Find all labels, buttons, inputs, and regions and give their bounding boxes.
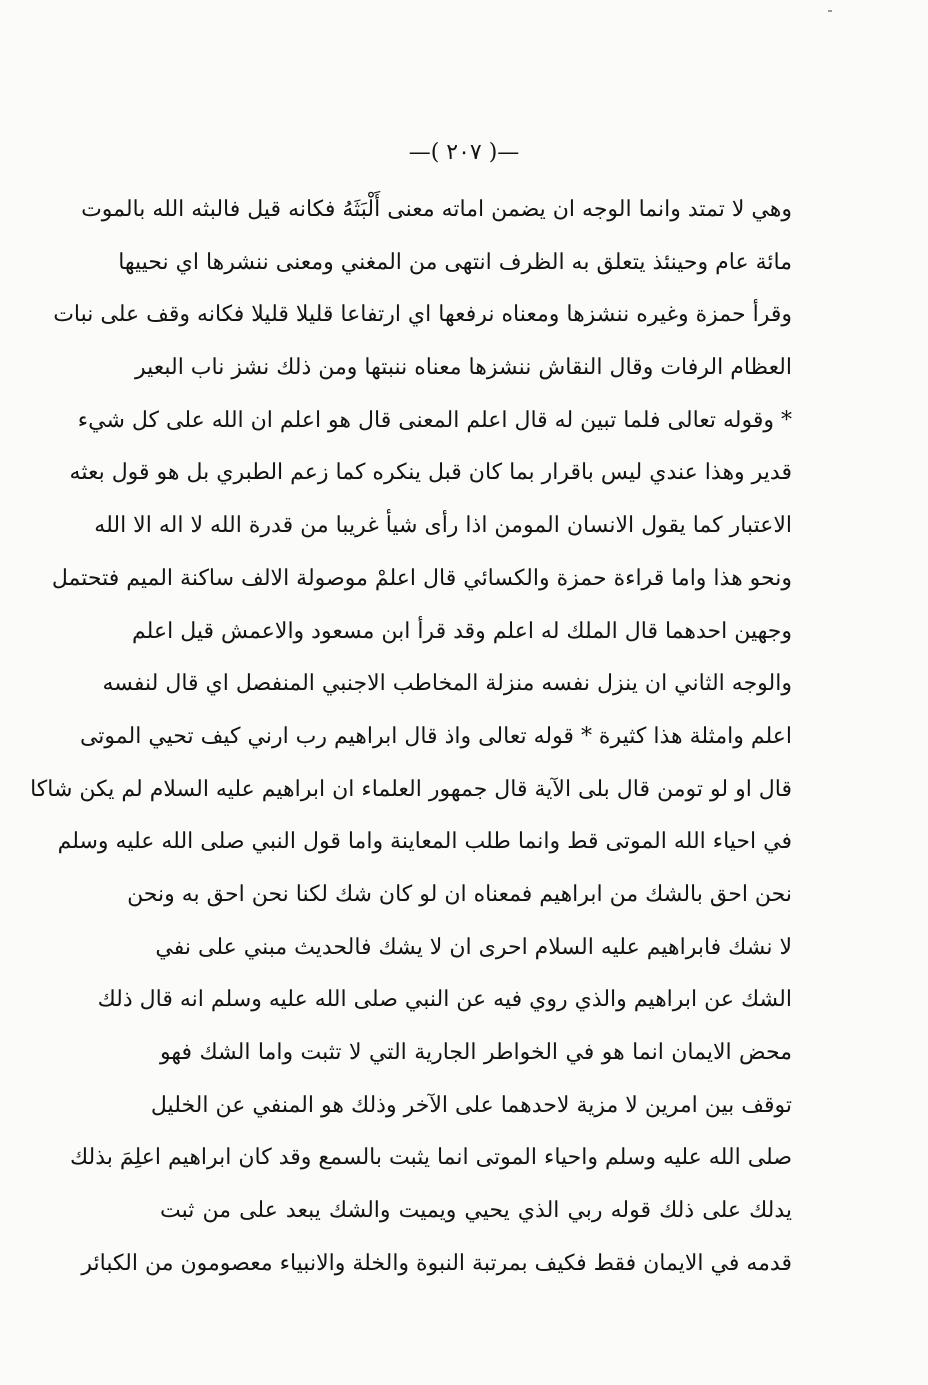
text-line: وجهين احدهما قال الملك له اعلم وقد قرأ ابن مسعود والاعمش قيل اعلم bbox=[132, 618, 792, 644]
text-line: نحن احق بالشك من ابراهيم فمعناه ان لو كان شك لكنا نحن احق به ونحن bbox=[127, 881, 792, 907]
text-line: صلى الله عليه وسلم واحياء الموتى انما يثبت بالسمع وقد كان ابراهيم اعلِمَ بذلك bbox=[69, 1145, 792, 1171]
text-line: توقف بين امرين لا مزية لاحدهما على الآخر وذلك هو المنفي عن الخليل bbox=[150, 1092, 792, 1118]
text-line: وهي لا تمتد وانما الوجه ان يضمن اماته معنى أَلْبَثَهُ فكانه قيل فالبثه الله بالموت bbox=[81, 197, 792, 222]
text-line: مائة عام وحينئذ يتعلق به الظرف انتهى من المغني ومعنى ننشرها اي نحييها bbox=[118, 249, 792, 275]
text-line: في احياء الله الموتى قط وانما طلب المعاينة واما قول النبي صلى الله عليه وسلم bbox=[57, 829, 792, 855]
text-line: العظام الرفات وقال النقاش ننشزها معناه ننبتها ومن ذلك نشز ناب البعير bbox=[134, 355, 792, 381]
text-line: ونحو هذا واما قراءة حمزة والكسائي قال اعلمْ موصولة الالف ساكنة الميم فتحتمل bbox=[51, 565, 792, 591]
body-text bbox=[30, 184, 792, 1290]
text-line: اعلم وامثلة هذا كثيرة * قوله تعالى واذ قال ابراهيم رب ارني كيف تحيي الموتى bbox=[79, 723, 792, 749]
text-line: * وقوله تعالى فلما تبين له قال اعلم المعنى قال هو اعلم ان الله على كل شيء bbox=[77, 407, 792, 433]
text-line: الاعتبار كما يقول الانسان المومن اذا رأى شيأ غريبا من قدرة الله لا اله الا الله bbox=[94, 513, 792, 539]
text-line: الشك عن ابراهيم والذي روي فيه عن النبي صلى الله عليه وسلم انه قال ذلك bbox=[97, 987, 792, 1013]
corner-mark bbox=[828, 10, 832, 12]
text-line: يدلك على ذلك قوله ربي الذي يحيي ويميت والشك يبعد على من ثبت bbox=[160, 1198, 792, 1224]
text-line: وقرأ حمزة وغيره ننشزها ومعناه نرفعها اي ارتفاعا قليلا قليلا فكانه وقف على نبات bbox=[53, 302, 792, 328]
page-number: —( ٢٠٧ )— bbox=[408, 140, 520, 165]
text-line: والوجه الثاني ان ينزل نفسه منزلة المخاطب الاجنبي المنفصل اي قال لنفسه bbox=[102, 671, 792, 697]
text-line: لا نشك فابراهيم عليه السلام احرى ان لا يشك فالحديث مبني على نفي bbox=[155, 934, 792, 960]
text-line: قال او لو تومن قال بلى الآية قال جمهور العلماء ان ابراهيم عليه السلام لم يكن شاكا bbox=[30, 776, 792, 802]
text-line: قدير وهذا عندي ليس باقرار بما كان قبل ينكره كما زعم الطبري بل هو قول بعثه bbox=[69, 460, 792, 486]
text-line: محض الايمان انما هو في الخواطر الجارية التي لا تثبت واما الشك فهو bbox=[160, 1040, 792, 1065]
text-line: قدمه في الايمان فقط فكيف بمرتبة النبوة والخلة والانبياء معصومون من الكبائر bbox=[81, 1250, 792, 1276]
